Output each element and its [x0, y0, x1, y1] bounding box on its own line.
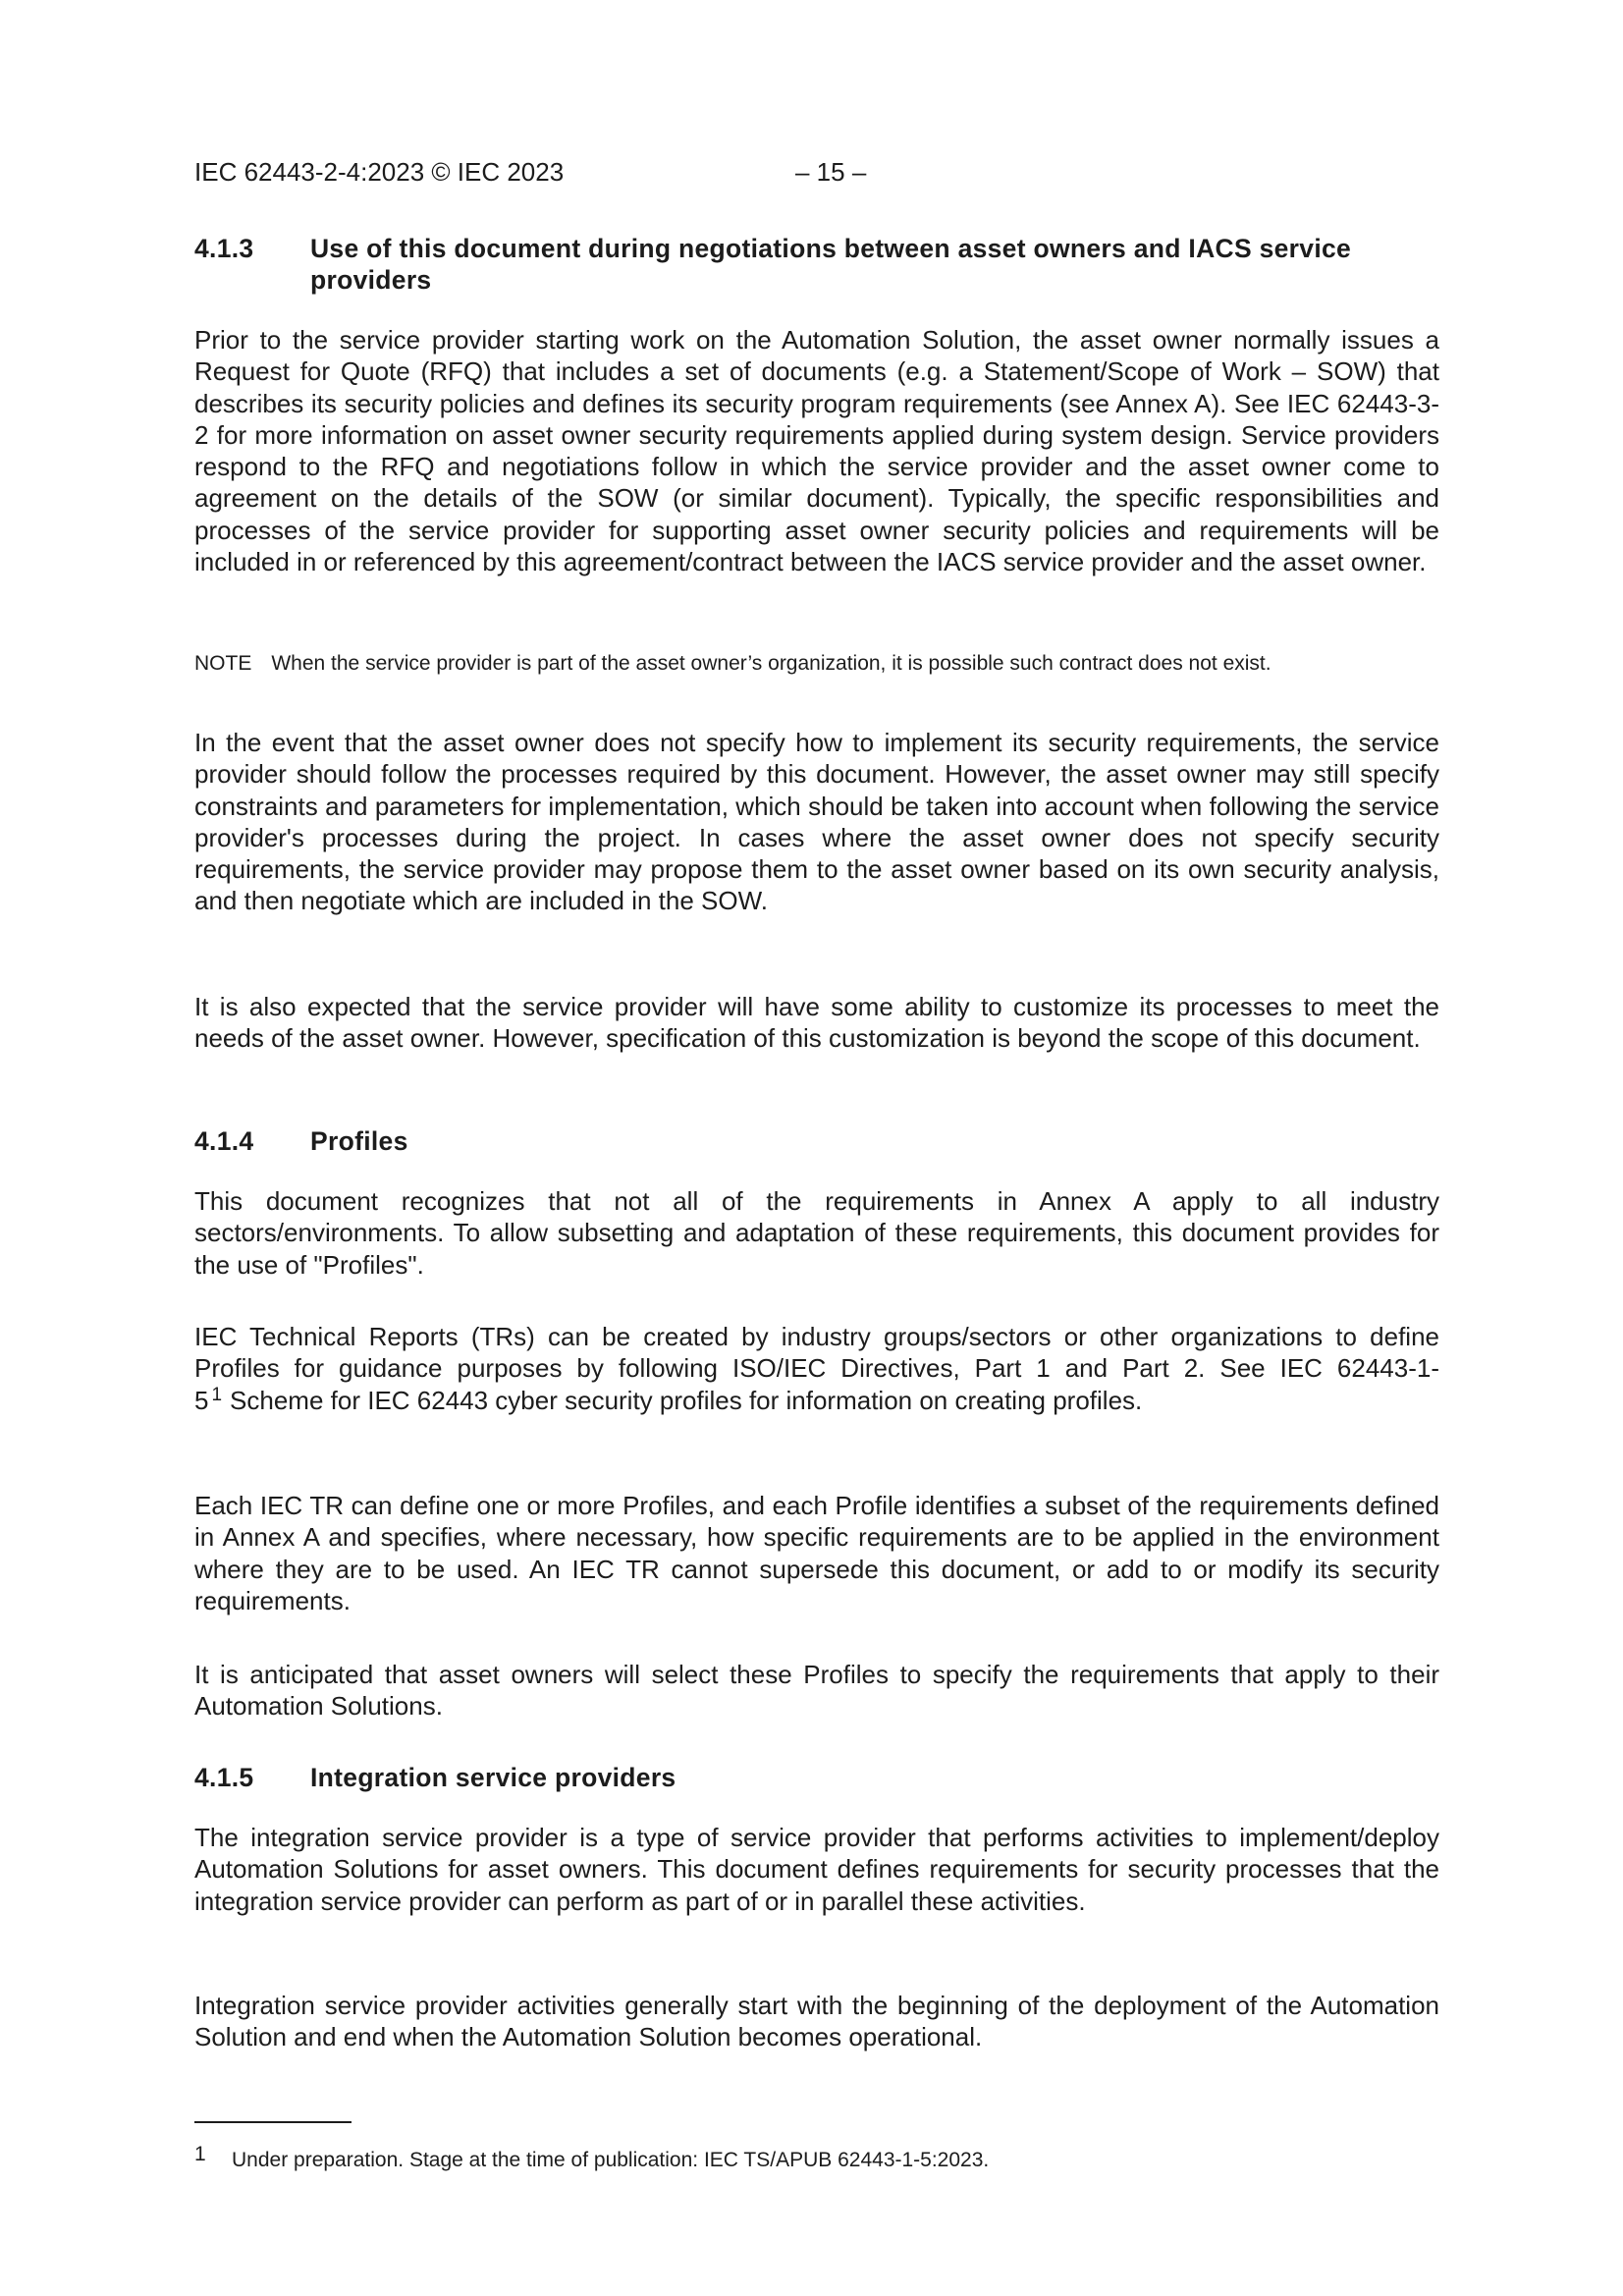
paragraph-integration-provider: The integration service provider is a type of service provider that performs activities to implement/deploy Automation Solutions for asset owners. This document defines requirements for security processes that the integration service provider can perform as part of or in parallel these activities. [194, 1823, 1439, 1916]
paragraph-integration-activities: Integration service provider activities generally start with the beginning of the deployment of the Automation Solution and end when the Automation Solution becomes operational. [194, 1991, 1439, 2052]
paragraph-select-profiles: It is anticipated that asset owners will select these Profiles to specify the requirements that apply to their Automation Solutions. [194, 1660, 1439, 1722]
footnote-number: 1 [194, 2143, 206, 2165]
paragraph-rfq: Prior to the service provider starting work on the Automation Solution, the asset owner normally issues a Request for Quote (RFQ) that includes a set of documents (e.g. a Statement/Scope of Work – SOW) that describes its security policies and defines its security program requirements (see Annex A). See IEC 62443-3-2 for more information on asset owner security requirements applied during system design. Service providers respond to the RFQ and negotiations follow in which the service provider and the asset owner come to agreement on the details of the SOW (or similar document). Typically, the specific responsibilities and processes of the service provider for supporting asset owner security policies and requirements will be included in or referenced by this agreement/contract between the IACS service provider and the asset owner. [194, 325, 1439, 577]
note [194, 650, 1439, 677]
page-header [194, 155, 1439, 189]
section-title: Profiles [310, 1126, 408, 1156]
note-label: NOTE [194, 652, 252, 675]
paragraph-customize-processes: It is also expected that the service provider will have some ability to customize its processes to meet the needs of the asset owner. However, specification of this customization is beyond the scope of this document. [194, 992, 1439, 1054]
section-number: 4.1.5 [194, 1763, 254, 1792]
section-number: 4.1.4 [194, 1126, 254, 1156]
footnote-text: Under preparation. Stage at the time of publication: IEC TS/APUB 62443-1-5:2023. [232, 2149, 990, 2171]
section-title: Use of this document during negotiations between asset owners and IACS service providers [310, 234, 1352, 295]
footnote-separator [194, 2121, 352, 2123]
section-number: 4.1.3 [194, 234, 254, 263]
note-text: When the service provider is part of the asset owner’s organization, it is possible such contract does not exist. [271, 652, 1271, 675]
paragraph-iec-tr-profiles: Each IEC TR can define one or more Profiles, and each Profile identifies a subset of the requirements defined in Annex A and specifies, where necessary, how specific requirements are to be applied in the environment where they are to be used. An IEC TR cannot supersede this document, or add to or modify its security requirements. [194, 1491, 1439, 1615]
paragraph-technical-reports [194, 1321, 1439, 1416]
paragraph-profiles-intro: This document recognizes that not all of the requirements in Annex A apply to all industry sectors/environments. To allow subsetting and adaptation of these requirements, this document provides for the use of "Profiles". [194, 1186, 1439, 1280]
footnote-reference: 1 [211, 1384, 223, 1405]
section-title: Integration service providers [310, 1763, 676, 1792]
document-identifier: IEC 62443-2-4:2023 © IEC 2023 [194, 157, 565, 187]
paragraph-unspecified-requirements: In the event that the asset owner does not specify how to implement its security requirements, the service provider should follow the processes required by this document. However, the asset owner may still specify constraints and parameters for implementation, which should be taken into account when following the service provider's processes during the project. In cases where the asset owner does not specify security requirements, the service provider may propose them to the asset owner based on its own security analysis, and then negotiate which are included in the SOW. [194, 728, 1439, 916]
page-number: – 15 – [795, 157, 867, 187]
tr-text-after: Scheme for IEC 62443 cyber security profiles for information on creating profiles. [230, 1385, 1143, 1415]
tr-text-before: IEC Technical Reports (TRs) can be created by industry groups/sectors or other organizations to define Profiles for guidance purposes by following ISO/IEC Directives, Part 1 and Part 2. See IEC 62443-1-5 [194, 1322, 1439, 1415]
